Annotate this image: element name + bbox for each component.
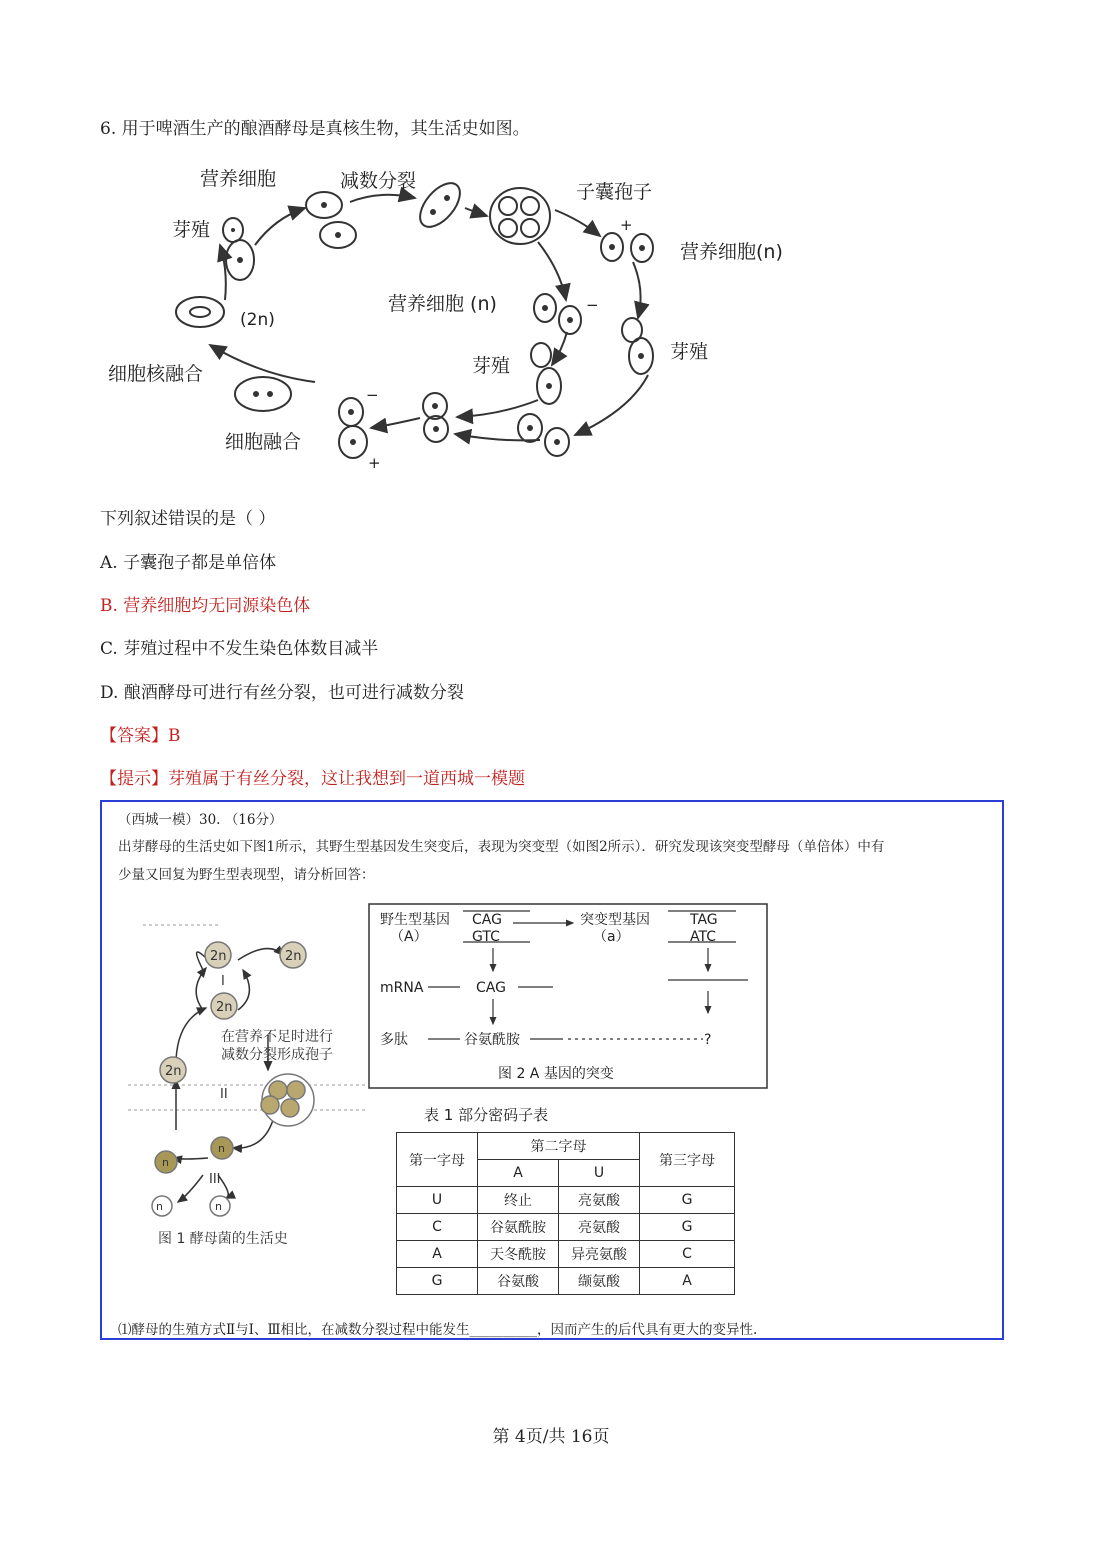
cell: U xyxy=(397,1187,478,1214)
cell: A xyxy=(397,1241,478,1268)
label-vegetative-top: 营养细胞 xyxy=(200,168,277,190)
cell: 谷氨酰胺 xyxy=(478,1214,559,1241)
fig2-question-mark: ? xyxy=(704,1032,712,1048)
ascus xyxy=(490,188,550,244)
fig1-caption: 图 1 酵母菌的生活史 xyxy=(158,1231,288,1247)
fig1-roman-3: III xyxy=(209,1172,221,1187)
figure1-diagram xyxy=(118,900,368,1250)
cell: C xyxy=(640,1241,735,1268)
label-diploid: (2n) xyxy=(240,310,275,330)
label-budding-mid: 芽殖 xyxy=(472,355,511,377)
label-nuclear-fusion: 细胞核融合 xyxy=(108,363,204,385)
label-meiosis: 减数分裂 xyxy=(340,170,417,192)
label-budding-right: 芽殖 xyxy=(670,341,709,363)
label-ascospore: 子囊孢子 xyxy=(576,181,653,203)
cell: 缬氨酸 xyxy=(559,1268,640,1295)
cell: 亮氨酸 xyxy=(559,1214,640,1241)
codon-table xyxy=(396,1132,735,1295)
fig1-2n: 2n xyxy=(285,949,302,964)
question-stem: 6. 用于啤酒生产的酿酒酵母是真核生物，其生活史如图。 xyxy=(100,119,530,139)
th-second: 第二字母 xyxy=(478,1133,640,1160)
answer-label: 【答案】 xyxy=(100,726,168,746)
fig1-n: n xyxy=(215,1200,222,1213)
cell: 异亮氨酸 xyxy=(559,1241,640,1268)
fig2-mut-bottom: ATC xyxy=(690,929,716,945)
fig1-note-1: 在营养不足时进行 xyxy=(221,1029,333,1045)
label-vegetative-n-mid: 营养细胞 (n) xyxy=(388,293,497,315)
cell xyxy=(531,343,551,367)
box-line2: 少量又回复为野生型表现型，请分析回答： xyxy=(118,867,375,883)
fig1-2n: 2n xyxy=(165,1064,182,1079)
question-prompt: 下列叙述错误的是（ ） xyxy=(100,509,276,529)
table-row xyxy=(397,1214,735,1241)
th-first: 第一字母 xyxy=(397,1133,478,1187)
cell: G xyxy=(640,1214,735,1241)
th-sub-u: U xyxy=(559,1160,640,1187)
cell: C xyxy=(397,1214,478,1241)
option-d: D. 酿酒酵母可进行有丝分裂，也可进行减数分裂 xyxy=(100,683,464,703)
sign-minus: − xyxy=(366,386,379,404)
option-a: A. 子囊孢子都是单倍体 xyxy=(100,553,277,573)
hint-line xyxy=(100,764,525,789)
cell: 终止 xyxy=(478,1187,559,1214)
cell: 谷氨酸 xyxy=(478,1268,559,1295)
fig1-2n: 2n xyxy=(210,949,227,964)
fig2-seq-bottom: GTC xyxy=(472,929,500,945)
table-row xyxy=(397,1241,735,1268)
table-row xyxy=(397,1268,735,1295)
answer-line xyxy=(100,721,181,746)
fig1-n: n xyxy=(156,1200,163,1213)
label-budding-left: 芽殖 xyxy=(172,219,211,241)
fig2-mrna-seq: CAG xyxy=(476,980,506,996)
box-header: （西城一模）30. （16分） xyxy=(118,812,283,828)
fig2-caption: 图 2 A 基因的突变 xyxy=(498,1066,614,1082)
th-third: 第三字母 xyxy=(640,1133,735,1187)
fig1-roman-1: I xyxy=(221,974,225,989)
th-sub-a: A xyxy=(478,1160,559,1187)
figure2-diagram xyxy=(368,903,770,1091)
table1-title: 表 1 部分密码子表 xyxy=(424,1106,549,1124)
fig2-peptide: 多肽 xyxy=(380,1032,408,1048)
cell: G xyxy=(640,1187,735,1214)
cell: 亮氨酸 xyxy=(559,1187,640,1214)
label-vegetative-n-right: 营养细胞(n) xyxy=(680,241,783,263)
page-footer: 第 4页/共 16页 xyxy=(492,1427,610,1447)
cell xyxy=(176,297,224,327)
option-b: B. 营养细胞均无同源染色体 xyxy=(100,596,311,616)
fig1-n: n xyxy=(218,1142,225,1155)
fig2-seq-top: CAG xyxy=(472,912,502,928)
fig2-mut-top: TAG xyxy=(690,912,718,928)
fig1-2n: 2n xyxy=(216,1000,233,1015)
cell: 天冬酰胺 xyxy=(478,1241,559,1268)
fig1-note-2: 减数分裂形成孢子 xyxy=(221,1047,333,1063)
option-c: C. 芽殖过程中不发生染色体数目减半 xyxy=(100,639,379,659)
sign-plus: + xyxy=(368,454,381,472)
fig1-roman-2: II xyxy=(220,1087,228,1102)
fig2-wild-code: （A） xyxy=(390,929,428,945)
cell xyxy=(235,377,291,411)
fig2-wild: 野生型基因 xyxy=(380,912,450,928)
cell: G xyxy=(397,1268,478,1295)
life-cycle-diagram xyxy=(100,150,820,485)
fig2-mut-code: （a） xyxy=(593,929,630,945)
label-cell-fusion: 细胞融合 xyxy=(225,431,302,453)
hint-label: 【提示】 xyxy=(100,769,168,789)
box-question1: ⑴酵母的生殖方式Ⅱ与Ⅰ、Ⅲ相比，在减数分裂过程中能发生__________，因而产生的后代具有更大的变异性. xyxy=(118,1322,758,1338)
fig2-mut: 突变型基因 xyxy=(580,912,650,928)
fig1-n: n xyxy=(162,1156,169,1169)
fig2-mrna: mRNA xyxy=(380,980,424,996)
answer-value: B xyxy=(168,726,181,746)
fig2-peptide-val: 谷氨酰胺 xyxy=(464,1032,520,1048)
hint-text: 芽殖属于有丝分裂，这让我想到一道西城一模题 xyxy=(168,769,525,789)
cell xyxy=(413,176,468,234)
table-row xyxy=(397,1187,735,1214)
cell: A xyxy=(640,1268,735,1295)
sign-plus: + xyxy=(620,216,633,234)
sign-minus: − xyxy=(586,296,599,314)
box-line1: 出芽酵母的生活史如下图1所示，其野生型基因发生突变后，表现为突变型（如图2所示）．研究发现该突变型酵母（单倍体）中有 xyxy=(118,839,885,855)
